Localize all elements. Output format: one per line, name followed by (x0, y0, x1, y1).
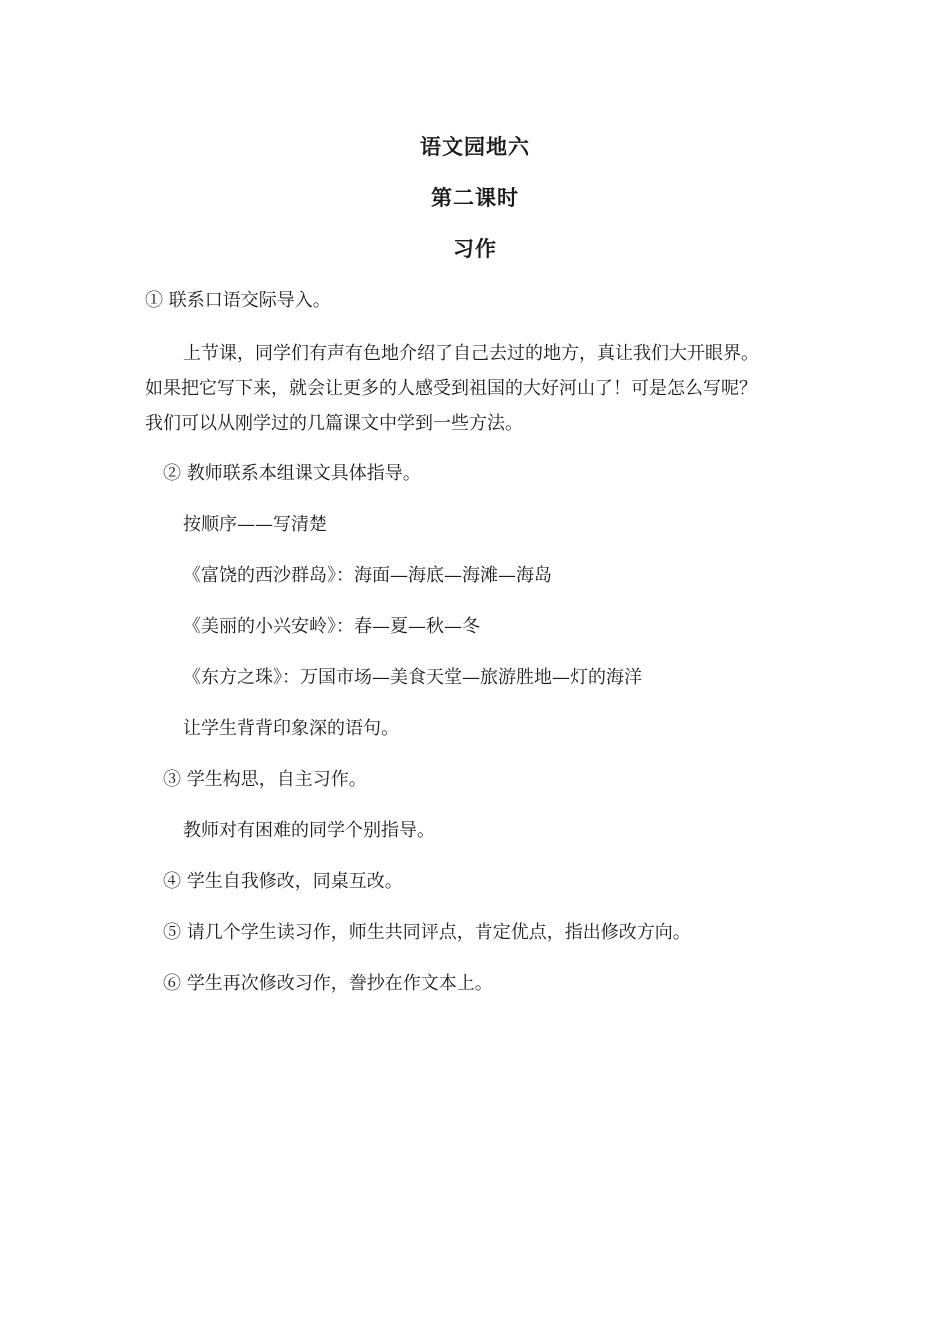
lesson-item-2: 《美丽的小兴安岭》：春—夏—秋—冬 (183, 616, 480, 637)
lesson-item-1: 《富饶的西沙群岛》：海面—海底—海滩—海岛 (183, 565, 552, 586)
lesson-period-title: 第二课时 (431, 186, 519, 210)
teacher-guidance: 教师对有困难的同学个别指导。 (183, 820, 435, 841)
step-2: ② 教师联系本组课文具体指导。 (163, 463, 421, 484)
step-5: ⑤ 请几个学生读习作，师生共同评点，肯定优点，指出修改方向。 (163, 922, 691, 943)
step-6: ⑥ 学生再次修改习作，誊抄在作文本上。 (163, 973, 493, 994)
order-heading: 按顺序——写清楚 (183, 514, 327, 535)
intro-line-1: 上节课，同学们有声有色地介绍了自己去过的地方，真让我们大开眼界。 (183, 343, 759, 364)
intro-line-2: 如果把它写下来，就会让更多的人感受到祖国的大好河山了！可是怎么写呢？ (145, 378, 757, 399)
step-3: ③ 学生构思，自主习作。 (163, 769, 367, 790)
step-1: ① 联系口语交际导入。 (145, 290, 331, 311)
recite-instruction: 让学生背背印象深的语句。 (183, 718, 399, 739)
section-title: 习作 (453, 237, 497, 261)
intro-line-3: 我们可以从刚学过的几篇课文中学到一些方法。 (145, 413, 523, 434)
document-title: 语文园地六 (420, 135, 530, 159)
lesson-item-3: 《东方之珠》：万国市场—美食天堂—旅游胜地—灯的海洋 (183, 667, 642, 688)
intro-paragraph (145, 336, 805, 441)
step-4: ④ 学生自我修改，同桌互改。 (163, 871, 403, 892)
